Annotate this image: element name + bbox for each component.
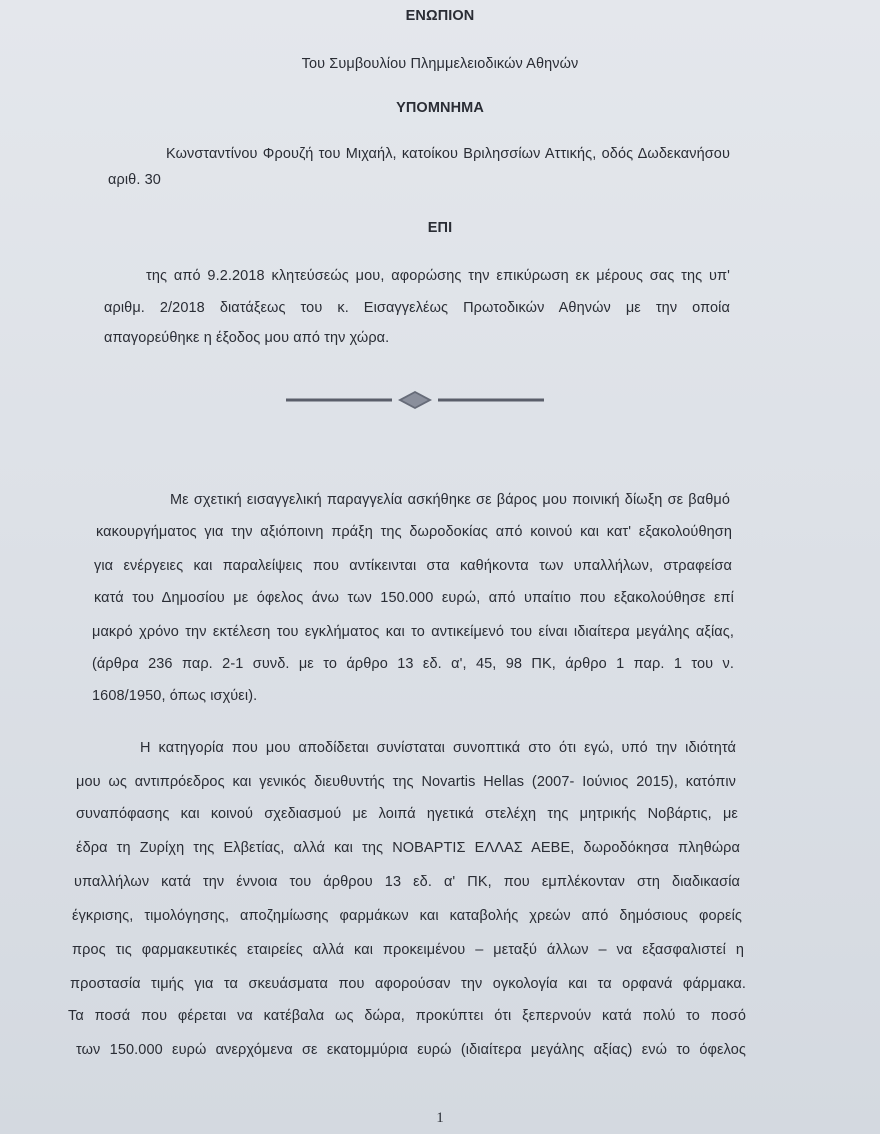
paragraph2-line: συναπόφασης και κοινού σχεδιασμού με λοιπά ηγετικά στελέχη της μητρικής Νοβάρτις, με <box>76 806 738 822</box>
court-name: Του Συμβουλίου Πλημμελειοδικών Αθηνών <box>301 56 579 72</box>
subject-line: της από 9.2.2018 κλητεύσεώς μου, αφορώσης την επικύρωση εκ μέρους σας της υπ' <box>146 268 730 284</box>
paragraph2-line: μου ως αντιπρόεδρος και γενικός διευθυντής της Novartis Hellas (2007- Ιούνιος 2015), κατόπιν <box>76 774 736 790</box>
paragraph1-line: Με σχετική εισαγγελική παραγγελία ασκήθηκε σε βάρος μου ποινική δίωξη σε βαθμό <box>170 492 730 508</box>
paragraph2-line: προστασία τιμής για τα σκευάσματα που αφορούσαν την ογκολογία και τα ορφανά φάρμακα. <box>70 976 746 992</box>
paragraph1-line: για ενέργειες και παραλείψεις που αντίκεινται στα καθήκοντα των υπαλλήλων, στραφείσα <box>94 558 732 574</box>
paragraph1-line: (άρθρα 236 παρ. 2-1 συνδ. με το άρθρο 13 εδ. α', 45, 98 ΠΚ, άρθρο 1 παρ. 1 του ν. <box>92 656 734 672</box>
paragraph1-line: 1608/1950, όπως ισχύει). <box>92 688 258 704</box>
paragraph2-line: προς τις φαρμακευτικές εταιρείες αλλά και προκειμένου – μεταξύ άλλων – να εξασφαλιστεί η <box>72 942 744 958</box>
page-number: 1 <box>436 1110 444 1126</box>
document-type: ΥΠΟΜΝΗΜΑ <box>396 100 484 116</box>
epi-heading: ΕΠΙ <box>427 220 453 236</box>
paragraph2-line: Η κατηγορία που μου αποδίδεται συνίσταται συνοπτικά στο ότι εγώ, υπό την ιδιότητά <box>140 740 736 756</box>
paragraph1-line: κακουργήματος για την αξιόποινη πράξη της δωροδοκίας από κοινού και κατ' εξακολούθηση <box>96 524 732 540</box>
subject-line: απαγορεύθηκε η έξοδος μου από την χώρα. <box>104 330 390 346</box>
paragraph2-line: έδρα τη Ζυρίχη της Ελβετίας, αλλά και της ΝΟΒΑΡΤΙΣ ΕΛΛΑΣ ΑΕΒΕ, δωροδόκησα πληθώρα <box>76 840 740 856</box>
paragraph2-line: έγκρισης, τιμολόγησης, αποζημίωσης φαρμάκων και καταβολής χρεών από δημόσιους φορείς <box>72 908 742 924</box>
subject-line: αριθμ. 2/2018 διατάξεως του κ. Εισαγγελέως Πρωτοδικών Αθηνών με την οποία <box>104 300 730 316</box>
heading: ΕΝΩΠΙΟΝ <box>405 8 475 24</box>
ornament-divider <box>284 390 546 410</box>
author-line: Κωνσταντίνου Φρουζή του Μιχαήλ, κατοίκου Βριλησσίων Αττικής, οδός Δωδεκανήσου <box>166 146 730 162</box>
paragraph2-line: των 150.000 ευρώ ανερχόμενα σε εκατομμύρια ευρώ (ιδιαίτερα μεγάλης αξίας) ενώ το όφελος <box>76 1042 746 1058</box>
paragraph2-line: υπαλλήλων κατά την έννοια του άρθρου 13 εδ. α' ΠΚ, που εμπλέκονταν στη διαδικασία <box>74 874 740 890</box>
author-line: αριθ. 30 <box>108 172 161 188</box>
paragraph1-line: κατά του Δημοσίου με όφελος άνω των 150.000 ευρώ, από υπαίτιο που εξακολούθησε επί <box>94 590 734 606</box>
paragraph2-line: Τα ποσά που φέρεται να κατέβαλα ως δώρα, προκύπτει ότι ξεπερνούν κατά πολύ το ποσό <box>68 1008 746 1024</box>
paragraph1-line: μακρό χρόνο την εκτέλεση του εγκλήματος και το αντικείμενό του είναι ιδιαίτερα μεγάλης αξίας, <box>92 624 734 640</box>
